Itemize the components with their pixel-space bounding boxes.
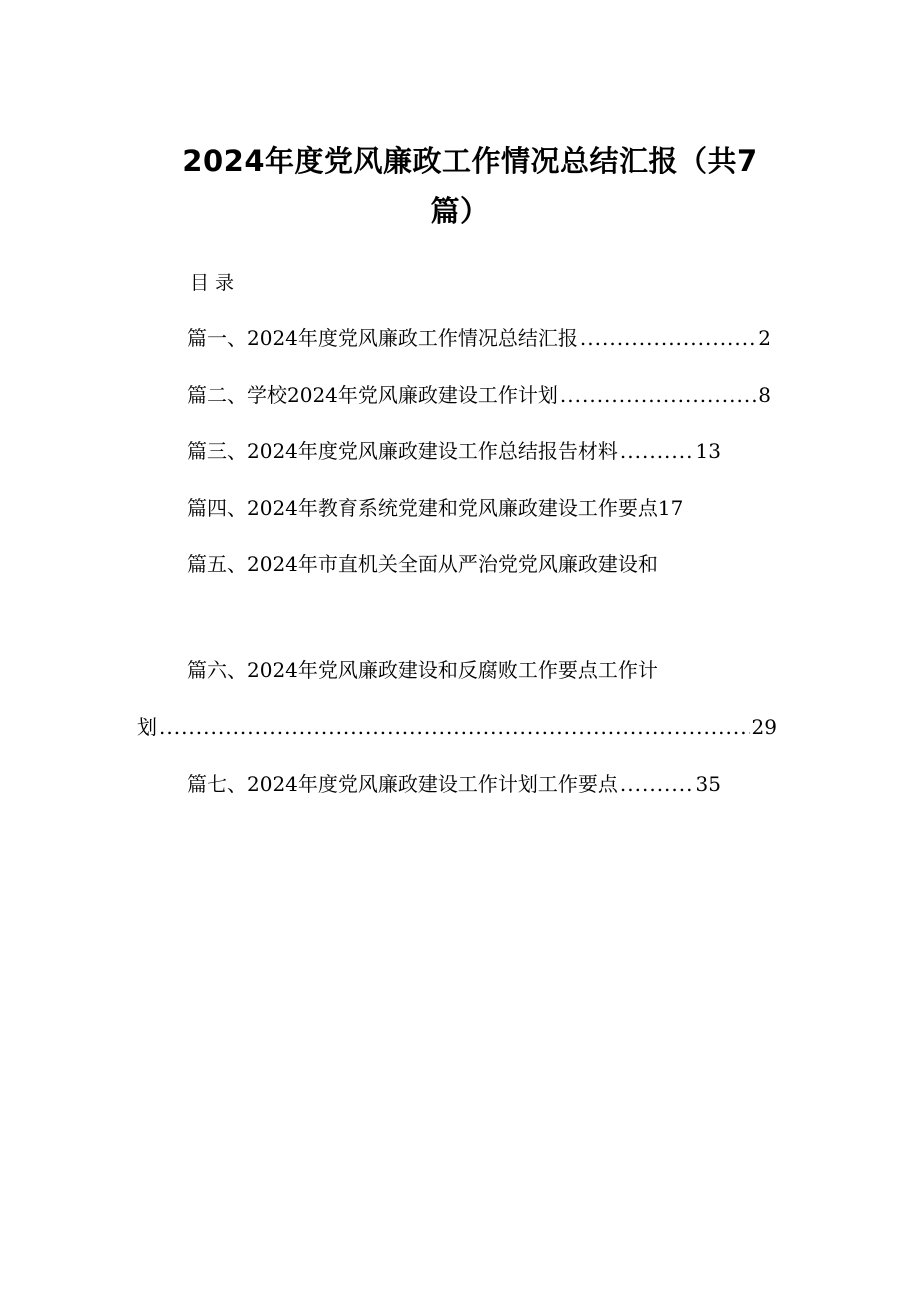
toc-entry-7[interactable] bbox=[187, 769, 721, 799]
toc-entry-1[interactable] bbox=[187, 323, 771, 353]
toc-page-number: 35 bbox=[695, 772, 721, 796]
toc-page-number: 8 bbox=[758, 383, 771, 407]
toc-entry-label: 划 bbox=[137, 715, 157, 739]
toc-entry-label: 篇三、2024年度党风廉政建设工作总结报告材料 bbox=[187, 439, 618, 463]
toc-entry-label: 篇四、2024年教育系统党建和党风廉政建设工作要点 bbox=[187, 496, 658, 520]
document-title-line-1: 2024年度党风廉政工作情况总结汇报（共7 bbox=[182, 144, 758, 178]
document-title-line-2: 篇） bbox=[430, 194, 490, 228]
toc-entry-2[interactable] bbox=[187, 380, 771, 410]
toc-entry-label: 篇七、2024年度党风廉政建设工作计划工作要点 bbox=[187, 772, 618, 796]
toc-dot-leader bbox=[620, 436, 694, 466]
toc-entry-label: 篇六、2024年党风廉政建设和反腐败工作要点工作计 bbox=[187, 658, 658, 682]
toc-entry-5[interactable] bbox=[187, 549, 747, 579]
toc-page-number: 29 bbox=[751, 715, 777, 739]
toc-dot-leader bbox=[580, 323, 756, 353]
toc-page-number: 13 bbox=[695, 439, 721, 463]
toc-entry-label: 篇五、2024年市直机关全面从严治党党风廉政建设和 bbox=[187, 552, 658, 576]
toc-heading: 目录 bbox=[190, 272, 241, 294]
toc-entry-label: 篇一、2024年度党风廉政工作情况总结汇报 bbox=[187, 326, 578, 350]
toc-dot-leader bbox=[159, 712, 750, 742]
toc-entry-4[interactable] bbox=[187, 493, 747, 523]
toc-entry-6-continued[interactable] bbox=[137, 712, 777, 742]
toc-dot-leader bbox=[560, 380, 756, 410]
toc-page-number: 17 bbox=[657, 496, 684, 520]
toc-entry-3[interactable] bbox=[187, 436, 721, 466]
toc-dot-leader bbox=[620, 769, 694, 799]
toc-entry-label: 篇二、学校2024年党风廉政建设工作计划 bbox=[187, 383, 558, 407]
toc-entry-6[interactable] bbox=[187, 655, 747, 685]
toc-page-number: 2 bbox=[758, 326, 771, 350]
